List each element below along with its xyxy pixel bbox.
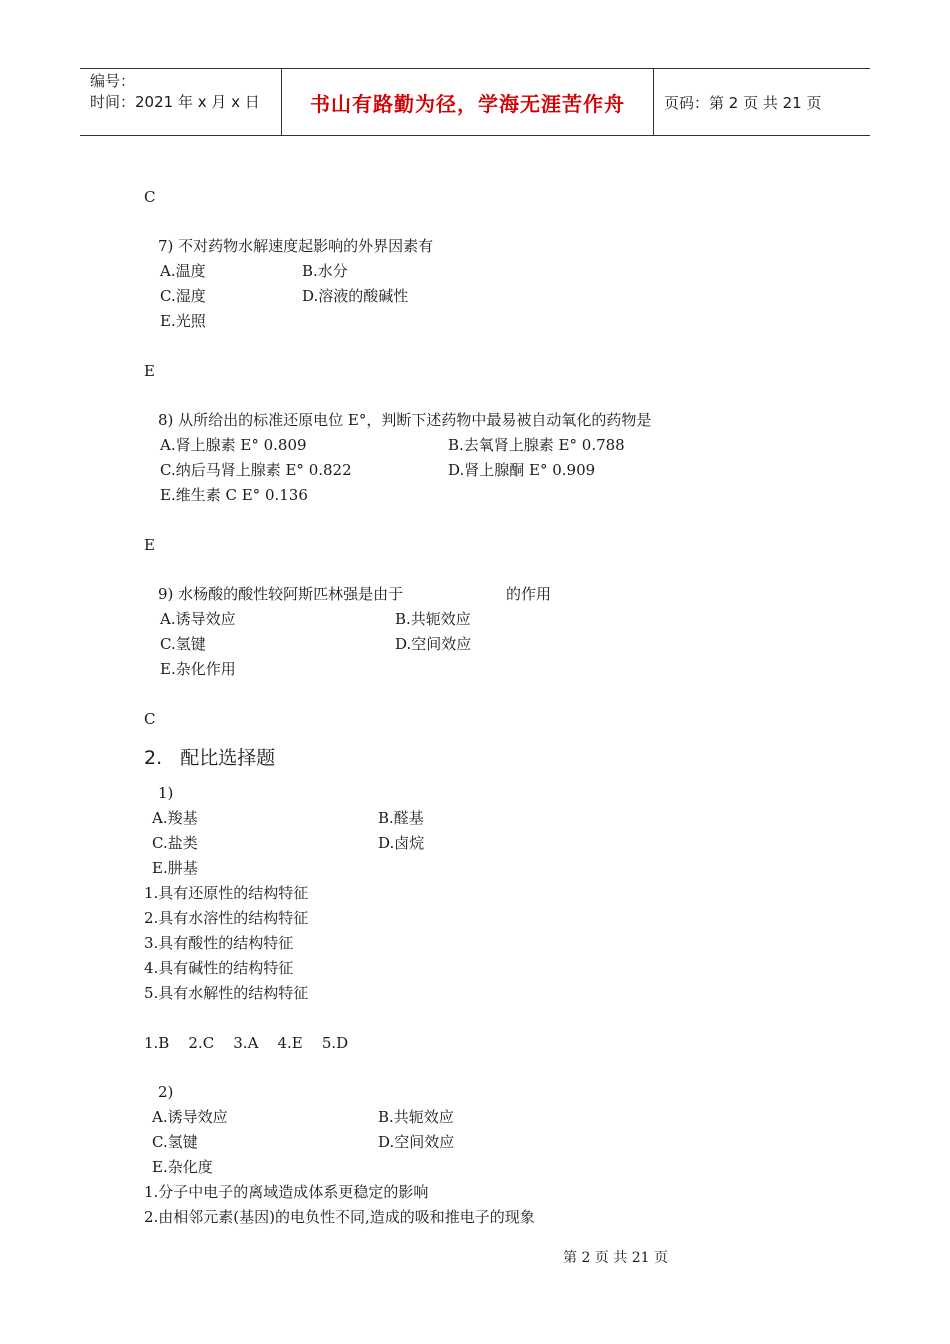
- match-2-option-d: D.空间效应: [378, 1133, 455, 1151]
- question-8-option-a: A.肾上腺素 E° 0.809: [160, 436, 307, 454]
- match-2-option-a: A.诱导效应: [152, 1108, 228, 1126]
- match-2-label: 2): [158, 1083, 174, 1101]
- question-9-option-a: A.诱导效应: [160, 610, 236, 628]
- question-9-option-d: D.空间效应: [395, 635, 472, 653]
- question-7-answer: E: [144, 362, 155, 380]
- match-2-item-2: 2.由相邻元素(基因)的电负性不同,造成的吸和推电子的现象: [144, 1208, 535, 1226]
- header-page-info: 页码：第 2 页 共 21 页: [664, 93, 822, 112]
- question-7-stem: 7) 不对药物水解速度起影响的外界因素有: [158, 237, 434, 255]
- question-8-option-b: B.去氧肾上腺素 E° 0.788: [448, 436, 625, 454]
- header-motto: 书山有路勤为径，学海无涯苦作舟: [281, 69, 654, 135]
- match-1-option-d: D.卤烷: [378, 834, 425, 852]
- section-2-title: 2. 配比选择题: [144, 747, 276, 769]
- match-1-option-e: E.肼基: [152, 859, 198, 877]
- match-2-option-c: C.氢键: [152, 1133, 198, 1151]
- match-1-item-3: 3.具有酸性的结构特征: [144, 934, 294, 952]
- match-1-option-c: C.盐类: [152, 834, 198, 852]
- question-7-option-d: D.溶液的酸碱性: [302, 287, 409, 305]
- question-8-stem: 8) 从所给出的标准还原电位 E°，判断下述药物中最易被自动氧化的药物是: [158, 411, 652, 429]
- match-1-answers: 1.B 2.C 3.A 4.E 5.D: [144, 1034, 349, 1052]
- match-2-item-1: 1.分子中电子的离域造成体系更稳定的影响: [144, 1183, 429, 1201]
- question-7-option-a: A.温度: [160, 262, 206, 280]
- question-9-option-c: C.氢键: [160, 635, 206, 653]
- question-9-option-e: E.杂化作用: [160, 660, 236, 678]
- question-8-answer: E: [144, 536, 155, 554]
- answer-prev: C: [144, 188, 156, 206]
- question-9-option-b: B.共轭效应: [395, 610, 471, 628]
- document-number-label: 编号：: [90, 72, 136, 90]
- page-footer: 第 2 页 共 21 页: [563, 1250, 668, 1266]
- match-1-option-a: A.羧基: [152, 809, 198, 827]
- match-1-item-2: 2.具有水溶性的结构特征: [144, 909, 309, 927]
- question-9-answer: C: [144, 710, 156, 728]
- question-8-option-e: E.维生素 C E° 0.136: [160, 486, 308, 504]
- question-8-option-c: C.纳后马肾上腺素 E° 0.822: [160, 461, 352, 479]
- document-date: 时间：2021 年 x 月 x 日: [90, 93, 260, 111]
- match-1-label: 1): [158, 784, 174, 802]
- match-2-option-e: E.杂化度: [152, 1158, 213, 1176]
- match-1-option-b: B.醛基: [378, 809, 424, 827]
- question-7-option-b: B.水分: [302, 262, 348, 280]
- question-7-option-e: E.光照: [160, 312, 206, 330]
- match-2-option-b: B.共轭效应: [378, 1108, 454, 1126]
- question-9-stem-tail: 的作用: [506, 585, 552, 603]
- question-9-stem: 9) 水杨酸的酸性较阿斯匹林强是由于: [158, 585, 404, 603]
- match-1-item-5: 5.具有水解性的结构特征: [144, 984, 309, 1002]
- question-8-option-d: D.肾上腺酮 E° 0.909: [448, 461, 596, 479]
- question-7-option-c: C.湿度: [160, 287, 206, 305]
- match-1-item-4: 4.具有碱性的结构特征: [144, 959, 294, 977]
- match-1-item-1: 1.具有还原性的结构特征: [144, 884, 309, 902]
